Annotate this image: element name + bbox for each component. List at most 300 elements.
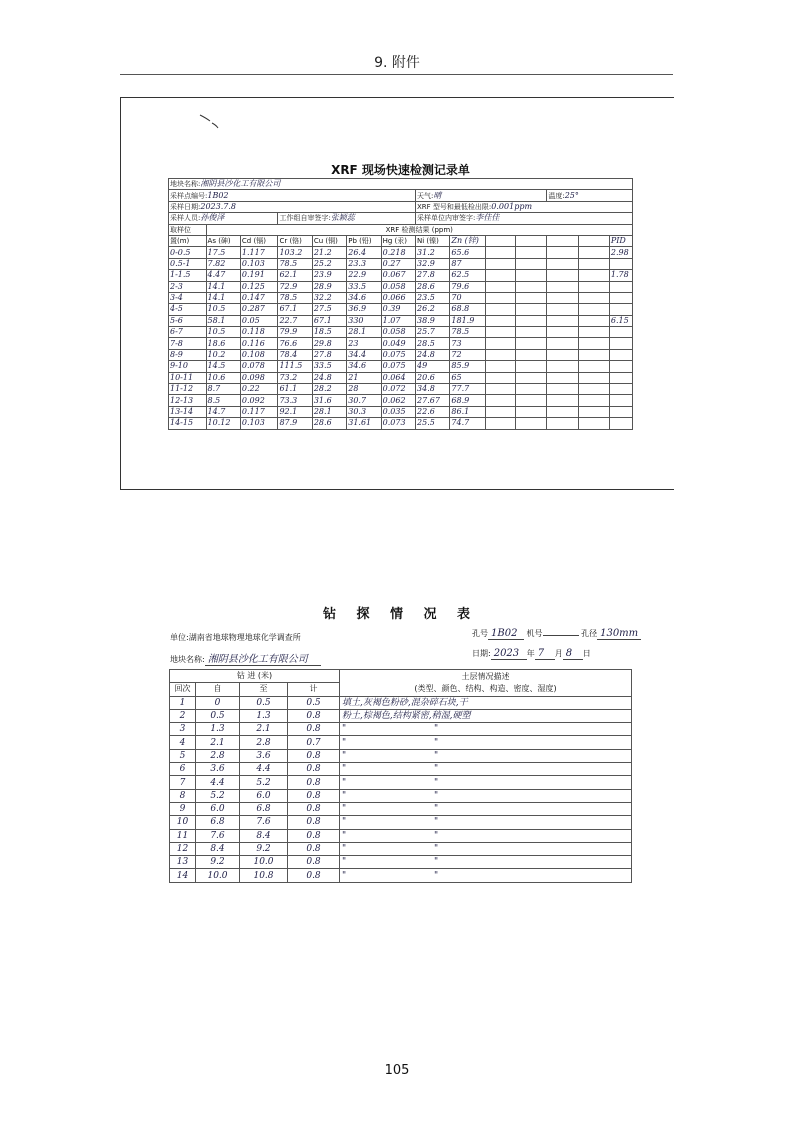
value-cell: 0.067 — [381, 270, 415, 281]
empty-cell — [516, 270, 547, 281]
value-cell: 87 — [450, 258, 485, 269]
empty-cell — [578, 395, 609, 406]
pid-cell: 2.98 — [609, 247, 632, 258]
empty-cell — [516, 361, 547, 372]
value-cell: 0.075 — [381, 361, 415, 372]
value-cell: 10.2 — [206, 349, 240, 360]
drill-header-row-1 — [170, 670, 632, 683]
pid-cell: 1.78 — [609, 270, 632, 281]
total-cell: 0.8 — [288, 776, 340, 789]
site-name-value: 湘阴县沙化工有限公司 — [200, 179, 281, 189]
value-cell: 10.5 — [206, 304, 240, 315]
value-cell: 76.6 — [278, 338, 312, 349]
depth-cell: 10-11 — [169, 372, 207, 383]
empty-cell — [485, 304, 515, 315]
value-cell: 85.9 — [450, 361, 485, 372]
value-cell: 14.1 — [206, 281, 240, 292]
from-cell: 1.3 — [196, 723, 240, 736]
hole-info — [472, 628, 641, 640]
empty-cell — [547, 338, 578, 349]
drill-row — [170, 749, 632, 762]
empty-cell — [547, 247, 578, 258]
value-cell: 0.287 — [240, 304, 278, 315]
empty-cell — [516, 327, 547, 338]
empty-cell — [578, 372, 609, 383]
value-cell: 21.2 — [312, 247, 346, 258]
value-cell: 330 — [347, 315, 381, 326]
xrf-row — [169, 349, 633, 360]
round-cell: 9 — [170, 802, 196, 815]
value-cell: 29.8 — [312, 338, 346, 349]
description-ditto: " — [434, 750, 439, 761]
description-text: 填土,灰褐色粉砂,混杂碎石块,干 — [342, 697, 468, 708]
value-cell: 33.5 — [347, 281, 381, 292]
empty-cell — [547, 292, 578, 303]
total-header: 计 — [288, 683, 340, 696]
description-text: 粉土,棕褐色,结构紧密,稍湿,硬塑 — [342, 711, 471, 722]
value-cell: 77.7 — [450, 384, 485, 395]
date-month: 7 — [535, 648, 555, 660]
value-cell: 0.073 — [381, 418, 415, 429]
empty-cell — [485, 281, 515, 292]
page-header: 9. 附件 — [374, 55, 420, 71]
empty-cell — [516, 406, 547, 417]
description-cell — [340, 709, 632, 722]
value-cell: 34.6 — [347, 361, 381, 372]
value-cell: 58.1 — [206, 315, 240, 326]
value-cell: 34.8 — [416, 384, 450, 395]
value-cell: 0.218 — [381, 247, 415, 258]
detection-limit-value: 0.001ppm — [491, 201, 533, 211]
value-cell: 17.5 — [206, 247, 240, 258]
description-ditto: " — [434, 870, 439, 881]
description-text: " — [342, 857, 347, 868]
empty-cell — [516, 258, 547, 269]
depth-cell: 0.5-1 — [169, 258, 207, 269]
from-cell: 6.8 — [196, 816, 240, 829]
value-cell: 22.6 — [416, 406, 450, 417]
depth-cell: 12-13 — [169, 395, 207, 406]
empty-cell — [516, 418, 547, 429]
xrf-row — [169, 247, 633, 258]
value-cell: 78.5 — [450, 327, 485, 338]
site-name-label: 地块名称: — [170, 180, 201, 189]
from-cell: 4.4 — [196, 776, 240, 789]
header-rule — [120, 74, 673, 75]
round-cell: 12 — [170, 842, 196, 855]
drill-row — [170, 709, 632, 722]
value-cell: 65.6 — [450, 247, 485, 258]
value-cell: 27.8 — [312, 349, 346, 360]
total-cell: 0.8 — [288, 869, 340, 882]
depth-cell: 0-0.5 — [169, 247, 207, 258]
group-review-label: 工作组自审签字: — [279, 214, 331, 223]
col-header-cr: Cr (铬) — [278, 235, 312, 246]
description-ditto: " — [434, 817, 439, 828]
drill-row — [170, 829, 632, 842]
pid-cell — [609, 384, 632, 395]
diameter-value: 130mm — [597, 628, 641, 640]
empty-cell — [516, 315, 547, 326]
empty-cell — [516, 292, 547, 303]
value-cell: 0.39 — [381, 304, 415, 315]
value-cell: 14.1 — [206, 292, 240, 303]
description-cell — [340, 816, 632, 829]
value-cell: 31.6 — [312, 395, 346, 406]
empty-cell — [547, 349, 578, 360]
description-ditto: " — [434, 844, 439, 854]
value-cell: 32.2 — [312, 292, 346, 303]
description-text: " — [342, 777, 347, 788]
empty-cell — [547, 395, 578, 406]
total-cell: 0.8 — [288, 709, 340, 722]
value-cell: 0.147 — [240, 292, 278, 303]
xrf-row — [169, 395, 633, 406]
col-header-pb: Pb (铅) — [347, 235, 381, 246]
drill-site-value: 湘阴县沙化工有限公司 — [205, 650, 321, 666]
diameter-label: 孔径 — [581, 629, 598, 638]
from-cell: 0.5 — [196, 709, 240, 722]
value-cell: 61.1 — [278, 384, 312, 395]
description-ditto: " — [434, 790, 439, 801]
drilling-table — [169, 669, 632, 883]
xrf-row — [169, 372, 633, 383]
depth-cell: 6-7 — [169, 327, 207, 338]
temperature-value: 25° — [564, 190, 579, 200]
description-title: 土层情况描述 — [461, 671, 510, 681]
drill-site-label: 地块名称: — [170, 655, 205, 664]
description-text: " — [342, 817, 347, 828]
drill-row — [170, 789, 632, 802]
pid-cell — [609, 361, 632, 372]
year-unit: 年 — [526, 649, 535, 658]
empty-cell — [516, 281, 547, 292]
to-cell: 2.1 — [240, 723, 288, 736]
value-cell: 1.117 — [240, 247, 278, 258]
xrf-header-row-2 — [169, 235, 633, 246]
col-header-hg: Hg (汞) — [381, 235, 415, 246]
total-cell: 0.8 — [288, 816, 340, 829]
value-cell: 74.7 — [450, 418, 485, 429]
value-cell: 38.9 — [416, 315, 450, 326]
value-cell: 73 — [450, 338, 485, 349]
value-cell: 10.6 — [206, 372, 240, 383]
value-cell: 31.2 — [416, 247, 450, 258]
value-cell: 4.47 — [206, 270, 240, 281]
value-cell: 73.2 — [278, 372, 312, 383]
value-cell: 23.9 — [312, 270, 346, 281]
value-cell: 0.117 — [240, 406, 278, 417]
value-cell: 28.1 — [347, 327, 381, 338]
total-cell: 0.5 — [288, 696, 340, 709]
pid-cell — [609, 338, 632, 349]
empty-cell — [578, 270, 609, 281]
temperature-label: 温度: — [548, 191, 565, 200]
value-cell: 0.064 — [381, 372, 415, 383]
round-cell: 1 — [170, 696, 196, 709]
value-cell: 72 — [450, 349, 485, 360]
to-cell: 6.8 — [240, 802, 288, 815]
col-header-pid: PID — [609, 235, 632, 246]
empty-cell — [485, 372, 515, 383]
drill-row — [170, 723, 632, 736]
value-cell: 0.27 — [381, 258, 415, 269]
total-cell: 0.8 — [288, 749, 340, 762]
value-cell: 78.5 — [278, 258, 312, 269]
empty-cell — [485, 361, 515, 372]
value-cell: 18.5 — [312, 327, 346, 338]
drill-row — [170, 696, 632, 709]
round-cell: 13 — [170, 856, 196, 869]
weather-value: 晴 — [433, 190, 442, 200]
value-cell: 25.5 — [416, 418, 450, 429]
value-cell: 34.6 — [347, 292, 381, 303]
xrf-row — [169, 338, 633, 349]
value-cell: 68.9 — [450, 395, 485, 406]
pid-cell — [609, 292, 632, 303]
description-ditto: " — [434, 830, 439, 841]
rig-label: 机号 — [526, 629, 543, 638]
xrf-row — [169, 292, 633, 303]
weather-label: 天气: — [417, 191, 434, 200]
empty-cell — [485, 315, 515, 326]
description-cell — [340, 869, 632, 882]
description-cell — [340, 696, 632, 709]
empty-cell — [547, 418, 578, 429]
value-cell: 28.1 — [312, 406, 346, 417]
sampler-signature: 孙俊泽 — [200, 213, 225, 223]
description-ditto: " — [434, 724, 439, 735]
empty-cell — [578, 384, 609, 395]
description-cell — [340, 856, 632, 869]
empty-cell — [578, 327, 609, 338]
value-cell: 62.5 — [450, 270, 485, 281]
value-cell: 28.2 — [312, 384, 346, 395]
progress-header: 钻 进 (米) — [170, 670, 340, 683]
value-cell: 67.1 — [312, 315, 346, 326]
empty-cell — [578, 258, 609, 269]
pid-cell — [609, 372, 632, 383]
pid-cell — [609, 304, 632, 315]
xrf-meta-row-1 — [169, 179, 633, 190]
value-cell: 78.4 — [278, 349, 312, 360]
empty-cell — [485, 406, 515, 417]
depth-header-top: 取样位 — [169, 224, 207, 235]
drill-row — [170, 816, 632, 829]
hole-number: 1B02 — [488, 628, 524, 640]
to-cell: 10.8 — [240, 869, 288, 882]
empty-cell — [485, 292, 515, 303]
date-day: 8 — [563, 648, 583, 660]
total-cell: 0.8 — [288, 763, 340, 776]
xrf-row — [169, 315, 633, 326]
value-cell: 79.6 — [450, 281, 485, 292]
value-cell: 92.1 — [278, 406, 312, 417]
drill-row — [170, 869, 632, 882]
total-cell: 0.8 — [288, 789, 340, 802]
depth-cell: 11-12 — [169, 384, 207, 395]
description-text: " — [342, 737, 347, 748]
from-cell: 3.6 — [196, 763, 240, 776]
empty-cell — [516, 338, 547, 349]
value-cell: 26.2 — [416, 304, 450, 315]
round-cell: 2 — [170, 709, 196, 722]
drill-row — [170, 842, 632, 855]
value-cell: 0.049 — [381, 338, 415, 349]
description-cell — [340, 749, 632, 762]
date-line — [472, 648, 591, 660]
col-header-cd: Cd (镉) — [240, 235, 278, 246]
total-cell: 0.8 — [288, 829, 340, 842]
value-cell: 10.5 — [206, 327, 240, 338]
depth-cell: 8-9 — [169, 349, 207, 360]
empty-cell — [485, 247, 515, 258]
empty-cell — [547, 372, 578, 383]
date-year: 2023 — [491, 648, 527, 660]
value-cell: 28.9 — [312, 281, 346, 292]
to-cell: 8.4 — [240, 829, 288, 842]
round-cell: 5 — [170, 749, 196, 762]
unit-line — [170, 632, 301, 643]
value-cell: 181.9 — [450, 315, 485, 326]
value-cell: 23 — [347, 338, 381, 349]
to-header: 至 — [240, 683, 288, 696]
value-cell: 23.5 — [416, 292, 450, 303]
xrf-row — [169, 281, 633, 292]
empty-cell — [547, 384, 578, 395]
description-cell — [340, 763, 632, 776]
value-cell: 20.6 — [416, 372, 450, 383]
description-text: " — [342, 870, 347, 881]
value-cell: 0.191 — [240, 270, 278, 281]
value-cell: 0.116 — [240, 338, 278, 349]
xrf-row — [169, 418, 633, 429]
value-cell: 22.7 — [278, 315, 312, 326]
description-cell — [340, 776, 632, 789]
drill-row — [170, 802, 632, 815]
pid-cell — [609, 395, 632, 406]
round-cell: 4 — [170, 736, 196, 749]
to-cell: 9.2 — [240, 842, 288, 855]
to-cell: 0.5 — [240, 696, 288, 709]
empty-cell — [485, 258, 515, 269]
pid-cell — [609, 281, 632, 292]
depth-header-bottom: 置(m) — [169, 235, 207, 246]
from-cell: 9.2 — [196, 856, 240, 869]
round-cell: 11 — [170, 829, 196, 842]
value-cell: 0.05 — [240, 315, 278, 326]
empty-cell — [578, 247, 609, 258]
value-cell: 8.5 — [206, 395, 240, 406]
value-cell: 26.4 — [347, 247, 381, 258]
from-cell: 2.8 — [196, 749, 240, 762]
value-cell: 0.062 — [381, 395, 415, 406]
total-cell: 0.8 — [288, 723, 340, 736]
empty-cell — [485, 349, 515, 360]
pid-cell — [609, 418, 632, 429]
from-cell: 6.0 — [196, 802, 240, 815]
value-cell: 22.9 — [347, 270, 381, 281]
value-cell: 68.8 — [450, 304, 485, 315]
value-cell: 0.035 — [381, 406, 415, 417]
from-cell: 5.2 — [196, 789, 240, 802]
group-review-signature: 张颖蕊 — [330, 213, 355, 223]
round-cell: 8 — [170, 789, 196, 802]
value-cell: 21 — [347, 372, 381, 383]
to-cell: 10.0 — [240, 856, 288, 869]
value-cell: 49 — [416, 361, 450, 372]
detection-limit-label: XRF 型号和最低检出限: — [417, 202, 492, 211]
pid-cell: 6.15 — [609, 315, 632, 326]
to-cell: 1.3 — [240, 709, 288, 722]
to-cell: 4.4 — [240, 763, 288, 776]
xrf-row — [169, 327, 633, 338]
drill-row — [170, 856, 632, 869]
round-cell: 10 — [170, 816, 196, 829]
value-cell: 0.066 — [381, 292, 415, 303]
value-cell: 78.5 — [278, 292, 312, 303]
description-cell — [340, 802, 632, 815]
value-cell: 1.07 — [381, 315, 415, 326]
xrf-record-table — [168, 178, 633, 430]
value-cell: 0.125 — [240, 281, 278, 292]
xrf-title: XRF 现场快速检测记录单 — [331, 163, 470, 177]
value-cell: 0.108 — [240, 349, 278, 360]
value-cell: 28.6 — [416, 281, 450, 292]
to-cell: 2.8 — [240, 736, 288, 749]
value-cell: 67.1 — [278, 304, 312, 315]
value-cell: 23.3 — [347, 258, 381, 269]
xrf-meta-row-4 — [169, 213, 633, 224]
value-cell: 0.075 — [381, 349, 415, 360]
sample-point-value: 1B02 — [207, 190, 229, 200]
depth-cell: 1-1.5 — [169, 270, 207, 281]
round-cell: 7 — [170, 776, 196, 789]
value-cell: 0.118 — [240, 327, 278, 338]
value-cell: 10.12 — [206, 418, 240, 429]
depth-cell: 14-15 — [169, 418, 207, 429]
description-text: " — [342, 804, 347, 815]
empty-cell — [578, 281, 609, 292]
unit-label: 单位: — [170, 633, 189, 642]
sample-date-label: 采样日期: — [170, 202, 201, 211]
day-unit: 日 — [582, 649, 591, 658]
unit-value: 湖南省地球物理地球化学调查所 — [188, 633, 301, 642]
description-cell — [340, 723, 632, 736]
value-cell: 86.1 — [450, 406, 485, 417]
description-cell — [340, 829, 632, 842]
description-text: " — [342, 790, 347, 801]
empty-cell — [516, 304, 547, 315]
empty-cell — [485, 327, 515, 338]
xrf-row — [169, 270, 633, 281]
unit-review-label: 采样单位内审签字: — [417, 214, 476, 223]
empty-cell — [547, 258, 578, 269]
description-text: " — [342, 844, 347, 854]
from-cell: 7.6 — [196, 829, 240, 842]
drill-title: 钻 探 情 况 表 — [322, 607, 479, 622]
value-cell: 30.7 — [347, 395, 381, 406]
value-cell: 25.7 — [416, 327, 450, 338]
from-cell: 2.1 — [196, 736, 240, 749]
hole-label: 孔号 — [472, 629, 488, 638]
value-cell: 111.5 — [278, 361, 312, 372]
value-cell: 87.9 — [278, 418, 312, 429]
sampler-label: 采样人员: — [170, 214, 201, 223]
result-header: XRF 检测结果 (ppm) — [206, 224, 632, 235]
sample-point-label: 采样点编号: — [170, 191, 208, 200]
value-cell: 0.098 — [240, 372, 278, 383]
